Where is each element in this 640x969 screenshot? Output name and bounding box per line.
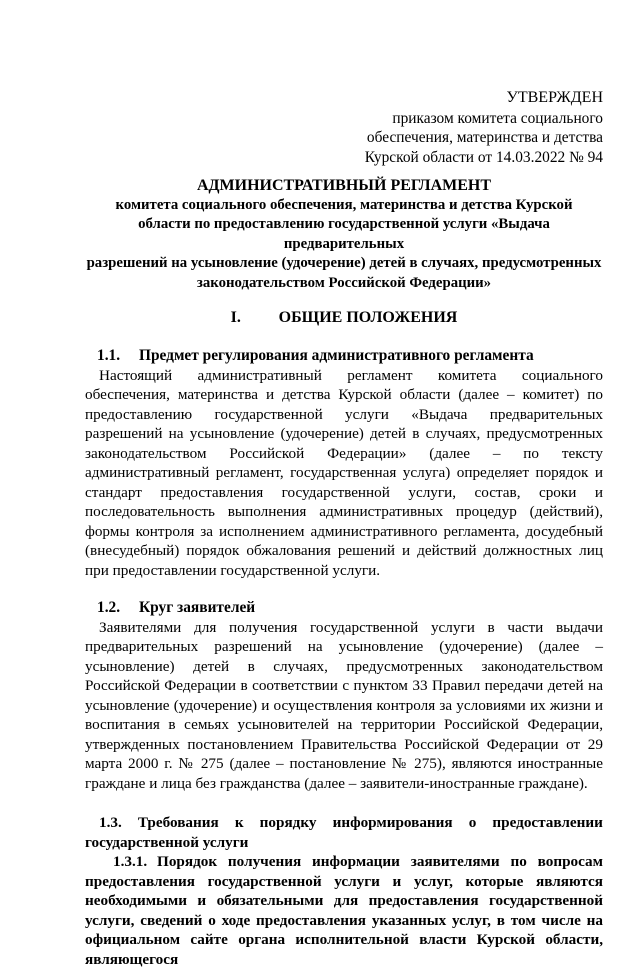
heading-word: порядку — [259, 814, 317, 831]
heading-word: предоставлении — [492, 814, 603, 831]
section-1-3-1 — [85, 852, 603, 969]
approval-title: УТВЕРЖДЕН — [506, 89, 603, 106]
section-heading-line: государственной услуги — [85, 833, 249, 851]
section-number: 1.3. — [99, 814, 122, 831]
section-number: 1.1. — [97, 347, 121, 364]
heading-word: к — [234, 814, 244, 831]
section-heading — [85, 346, 603, 366]
section-1-1 — [85, 346, 603, 580]
section-heading — [85, 813, 603, 833]
section-title: Круг заявителей — [139, 599, 256, 616]
heading-word: о — [468, 814, 477, 831]
heading-word: Требования — [137, 814, 219, 831]
approval-line: Курской области от 14.03.2022 № 94 — [364, 148, 603, 166]
document-title — [85, 176, 603, 293]
chapter-title: ОБЩИЕ ПОЛОЖЕНИЯ — [278, 309, 458, 326]
section-title: Предмет регулирования административного регламента — [139, 347, 534, 364]
section-number: 1.3.1. — [113, 853, 148, 870]
document-title-line: области по предоставлению государственной услуги «Выдача предварительных — [138, 216, 550, 252]
approval-block — [85, 88, 603, 167]
section-number: 1.2. — [97, 599, 121, 616]
approval-line: приказом комитета социального — [392, 109, 603, 127]
section-heading — [85, 598, 603, 618]
heading-word: информирования — [332, 814, 453, 831]
section-1-2 — [85, 598, 603, 793]
section-text: Настоящий административный регламент комитета социального обеспечения, материнства и детства Курской области (далее – комитет) по предоставлению государственной услуги «Выдача предварительных разрешений на усыновление (удочерение) детей в случаях, предусмотренных законодательством Российской Федерации» (далее – по тексту административный регламент, государственная услуга) определяет порядок и стандарт предоставления государственной услуги, состав, сроки и последовательность выполнения административных процедур (действий), формы контроля за исполнением административного регламента, досудебный (внесудебный) порядок обжалования решений и действий должностных лиц при предоставлении государственной услуги. — [85, 366, 603, 579]
section-text: Заявителями для получения государственной услуги в части выдачи предварительных разрешений на усыновление (удочерение) (далее – усыновление) детей в случаях, предусмотренных законодательством Российской Федерации в соответствии с пунктом 33 Правил передачи детей на усыновление (удочерение) и осуществления контроля за условиями их жизни и воспитания в семьях усыновителей на территории Российской Федерации, утвержденных постановлением Правительства Российской Федерации от 29 марта 2000 г. № 275 (далее – постановление № 275), являются иностранные граждане и лица без гражданства (далее – заявители-иностранные граждане). — [85, 618, 603, 792]
document-title-line: разрешений на усыновление (удочерение) детей в случаях, предусмотренных — [86, 255, 602, 271]
document-title-main: АДМИНИСТРАТИВНЫЙ РЕГЛАМЕНТ — [196, 177, 492, 194]
document-page — [85, 88, 603, 969]
document-title-line: комитета социального обеспечения, материнства и детства Курской — [115, 196, 573, 213]
chapter-heading — [85, 308, 603, 328]
document-title-line: законодательством Российской Федерации» — [196, 274, 492, 291]
section-text: Порядок получения информации заявителями по вопросам предоставления государственной услуги и услуг, которые являются необходимыми и обязательными для предоставления государственной услуги, сведений о ходе предоставления указанных услуг, в том числе на официальном сайте органа исполнительной власти Курской области, являющегося — [85, 853, 603, 968]
approval-line: обеспечения, материнства и детства — [366, 129, 603, 146]
chapter-number: I. — [230, 309, 241, 326]
section-1-3 — [85, 813, 603, 852]
